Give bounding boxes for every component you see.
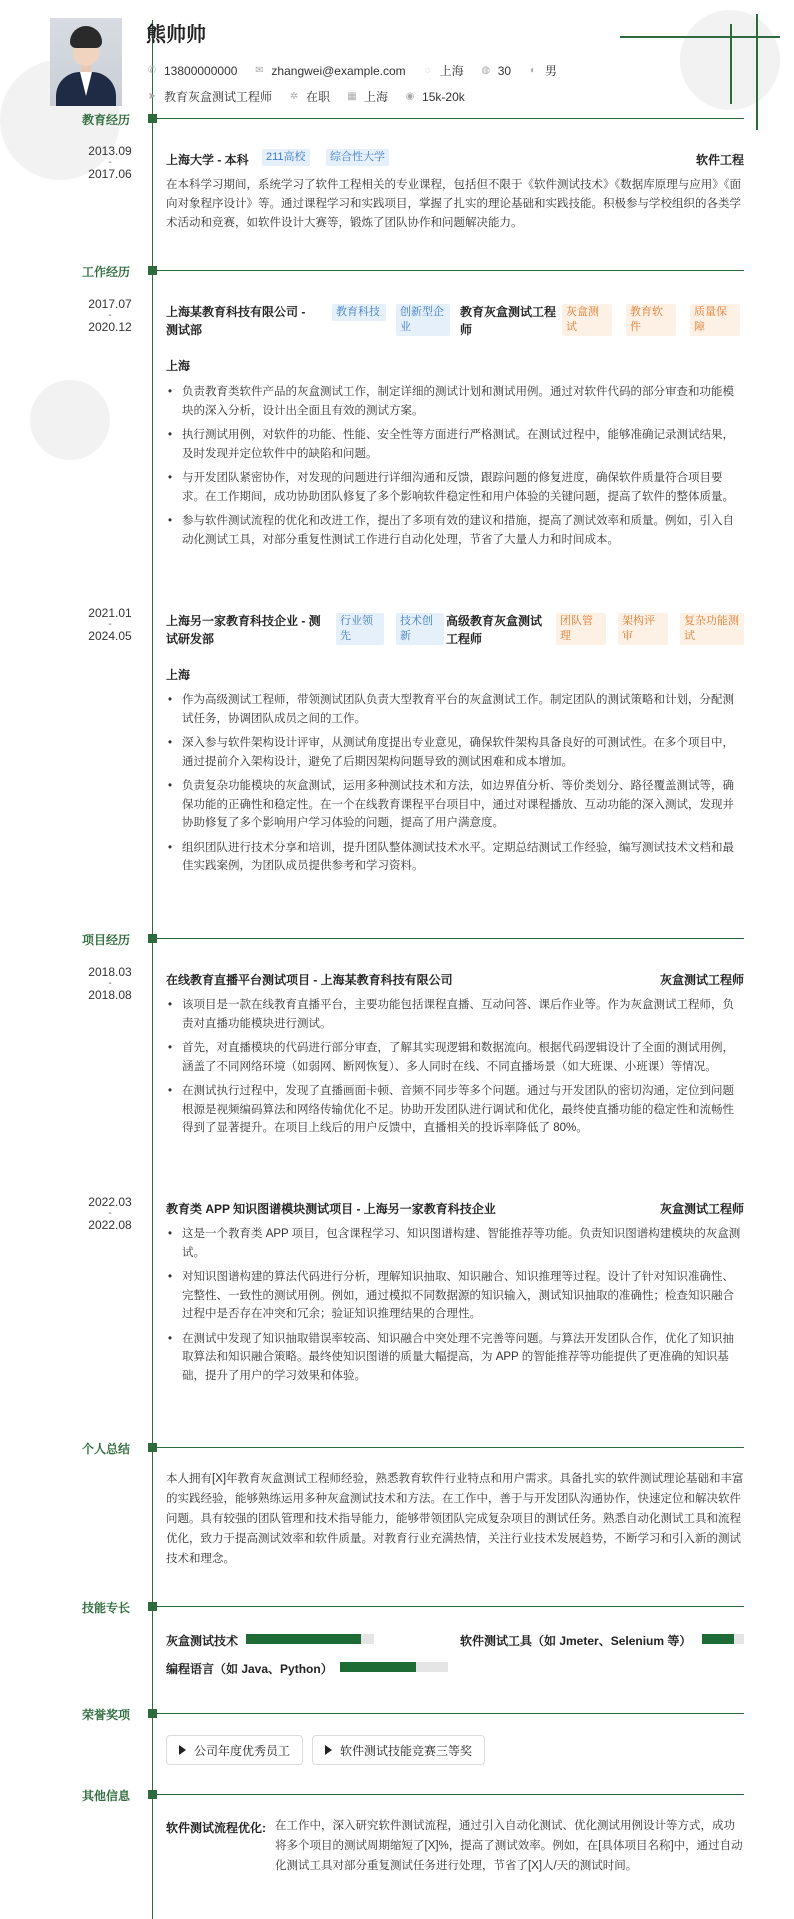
project-role: 灰盒测试工程师 bbox=[659, 1202, 744, 1216]
building-icon: ▦ bbox=[347, 90, 357, 102]
education-tag: 211高校 bbox=[262, 149, 310, 166]
job-title: 教育灰盒测试工程师 bbox=[460, 305, 557, 337]
skill-bar-fill bbox=[702, 1634, 734, 1644]
date-start: 2013.09 bbox=[88, 144, 132, 158]
work-location: 上海 bbox=[166, 359, 191, 373]
work-date: 2021.01 - 2024.05 bbox=[88, 606, 132, 643]
play-icon bbox=[325, 1745, 332, 1755]
skill-tag: 团队管理 bbox=[556, 613, 606, 645]
list-item: • 执行测试用例，对软件的功能、性能、安全性等方面进行严格测试。在测试过程中，能够准确记录测试结果，及时发现并定位软件中的缺陷和问题。 bbox=[166, 426, 744, 463]
company-name: 上海某教育科技有限公司 - 测试部 bbox=[166, 305, 306, 337]
section-marker bbox=[148, 934, 157, 943]
section-summary bbox=[0, 1440, 794, 1456]
list-item: • 这是一个教育类 APP 项目，包含课程学习、知识图谱构建、智能推荐等功能。负责知识图谱构建模块的灰盒测试。 bbox=[166, 1225, 744, 1262]
project-details bbox=[166, 1225, 744, 1391]
skill-tag: 灰盒测试 bbox=[562, 304, 612, 336]
project-date: 2022.03 - 2022.08 bbox=[88, 1195, 132, 1232]
salary-icon: ◉ bbox=[405, 90, 415, 102]
target-role: 教育灰盒测试工程师 bbox=[164, 90, 273, 104]
section-marker bbox=[148, 1709, 157, 1718]
skill-bar bbox=[246, 1634, 374, 1644]
list-item: • 首先，对直播模块的代码进行部分审查，了解其实现逻辑和数据流向。根据代码逻辑设计了全面的测试用例，涵盖了不同网络环境（如弱网、断网恢复）、多人同时在线、不同直播场景（如大班课、小班课）等情况。 bbox=[166, 1039, 744, 1076]
section-divider bbox=[157, 270, 744, 271]
section-skills bbox=[0, 1599, 794, 1615]
play-icon bbox=[179, 1745, 186, 1755]
skill-label: 软件测试工具（如 Jmeter、Selenium 等） bbox=[460, 1634, 692, 1648]
phone-number: 13800000000 bbox=[164, 63, 238, 78]
list-item: • 该项目是一款在线教育直播平台，主要功能包括课程直播、互动问答、课后作业等。作为灰盒测试工程师，负责对直播功能模块进行测试。 bbox=[166, 996, 744, 1033]
list-item: • 组织团队进行技术分享和培训，提升团队整体测试技术水平。定期总结测试工作经验，编写测试技术文档和最佳实践案例，为团队成员提供参考和学习资料。 bbox=[166, 839, 744, 876]
mail-icon: ✉ bbox=[255, 64, 264, 76]
company-tag: 教育科技 bbox=[332, 304, 386, 321]
section-work bbox=[0, 263, 794, 279]
section-title: 项目经历 bbox=[82, 933, 131, 947]
award-label: 公司年度优秀员工 bbox=[194, 1743, 291, 1758]
location-icon: ◌ bbox=[424, 64, 431, 76]
section-divider bbox=[157, 118, 744, 119]
skill-bar-fill bbox=[246, 1634, 361, 1644]
section-divider bbox=[157, 1713, 744, 1714]
candidate-name: 熊帅帅 bbox=[146, 24, 206, 46]
date-end: 2017.06 bbox=[88, 167, 132, 181]
target-city: 上海 bbox=[364, 90, 389, 104]
skill-tag: 教育软件 bbox=[626, 304, 676, 336]
date-start: 2022.03 bbox=[88, 1195, 132, 1209]
section-title: 其他信息 bbox=[82, 1789, 131, 1803]
work-location: 上海 bbox=[166, 668, 191, 682]
skill-tag: 复杂功能测试 bbox=[680, 613, 744, 645]
send-icon: ➤ bbox=[147, 90, 157, 102]
section-title: 教育经历 bbox=[82, 113, 131, 127]
other-text: 在工作中，深入研究软件测试流程，通过引入自动化测试、优化测试用例设计等方式，成功将多个项目的测试周期缩短了[X]%，提高了测试效率。例如，在[具体项目名称]中，通过自动化测试工具对部分重复测试任务进行处理，节省了[X]人/天的测试时间。 bbox=[275, 1820, 743, 1872]
section-divider bbox=[157, 938, 744, 939]
major: 软件工程 bbox=[695, 153, 744, 167]
education-date: 2013.09 - 2017.06 bbox=[88, 144, 132, 181]
city: 上海 bbox=[439, 64, 464, 78]
date-end: 2020.12 bbox=[88, 320, 132, 334]
age: 30 bbox=[497, 63, 512, 78]
skill-bar bbox=[340, 1662, 448, 1672]
list-item: • 负责复杂功能模块的灰盒测试，运用多种测试技术和方法，如边界值分析、等价类划分、路径覆盖测试等，确保功能的正确性和稳定性。在一个在线教育课程平台项目中，通过对课程播放、互动功能的深入测试，发现并协助修复了多个影响用户学习体验的问题，提高了用户满意度。 bbox=[166, 777, 744, 833]
section-other bbox=[0, 1787, 794, 1803]
section-marker bbox=[148, 266, 157, 275]
summary-text: 本人拥有[X]年教育灰盒测试工程师经验，熟悉教育软件行业特点和用户需求。具备扎实的软件测试理论基础和丰富的实践经验，能够熟练运用多种灰盒测试技术和方法。在工作中，善于与开发团队沟通协作，快速定位和解决软件问题。具有较强的团队管理和技术指导能力，能够带领团队完成复杂项目的测试任务。熟悉自动化测试工具和流程优化，致力于提高测试效率和软件质量。对教育行业充满热情，关注行业技术发展趋势，不断学习和引入新的测试技术和理念。 bbox=[166, 1473, 744, 1565]
skill-label: 编程语言（如 Java、Python） bbox=[166, 1662, 333, 1676]
status-icon: ✲ bbox=[289, 90, 299, 102]
skill-tag: 质量保障 bbox=[690, 304, 740, 336]
section-title: 技能专长 bbox=[82, 1601, 131, 1615]
section-divider bbox=[157, 1447, 744, 1448]
project-details bbox=[166, 996, 744, 1144]
job-title: 高级教育灰盒测试工程师 bbox=[446, 614, 543, 646]
salary: 15k-20k bbox=[422, 89, 465, 104]
education-description: 在本科学习期间，系统学习了软件工程相关的专业课程，包括但不限于《软件测试技术》《数据库原理与应用》《面向对象程序设计》等。通过课程学习和实践项目，掌握了扎实的理论基础和实践技能。积极参与学校组织的各类学术活动和竞赛，如软件设计大赛等，锻炼了团队协作和问题解决能力。 bbox=[166, 179, 741, 229]
education-tag: 综合性大学 bbox=[326, 149, 389, 166]
award-item bbox=[166, 1735, 303, 1765]
section-projects bbox=[0, 931, 794, 947]
date-end: 2022.08 bbox=[88, 1218, 132, 1232]
list-item: • 对知识图谱构建的算法代码进行分析，理解知识抽取、知识融合、知识推理等过程。设计了针对知识准确性、完整性、一致性的测试用例。例如，通过模拟不同数据源的知识输入，测试知识抽取的准确性；检查知识融合过程中是否存在冲突和冗余；验证知识推理结果的合理性。 bbox=[166, 1268, 744, 1324]
list-item: • 参与软件测试流程的优化和改进工作，提出了多项有效的建议和措施，提高了测试效率和质量。例如，引入自动化测试工具，对部分重复性测试工作进行自动化处理，节省了大量人力和时间成本。 bbox=[166, 512, 744, 549]
section-divider bbox=[157, 1606, 744, 1607]
section-marker bbox=[148, 114, 157, 123]
date-end: 2024.05 bbox=[88, 629, 132, 643]
decor-line-right-2 bbox=[730, 24, 732, 104]
gender-icon: ◐ bbox=[530, 64, 537, 76]
work-duties bbox=[166, 691, 744, 882]
job-status: 在职 bbox=[306, 90, 331, 104]
section-marker bbox=[148, 1602, 157, 1611]
list-item: • 负责教育类软件产品的灰盒测试工作，制定详细的测试计划和测试用例。通过对软件代码的部分审查和功能模块的深入分析，设计出全面且有效的测试方案。 bbox=[166, 383, 744, 420]
project-title: 在线教育直播平台测试项目 - 上海某教育科技有限公司 bbox=[166, 973, 453, 987]
company-name: 上海另一家教育科技企业 - 测试研发部 bbox=[166, 614, 321, 646]
email-address: zhangwei@example.com bbox=[271, 63, 406, 78]
list-item: • 在测试执行过程中，发现了直播画面卡顿、音频不同步等多个问题。通过与开发团队的密切沟通，定位到问题根源是视频编码算法和网络传输优化不足。协助开发团队进行调试和优化，最终使直播功能的稳定性和流畅性得到了显著提升。在项目上线后的用户反馈中，直播相关的投诉率降低了 80%。 bbox=[166, 1082, 744, 1138]
date-end: 2018.08 bbox=[88, 988, 132, 1002]
skill-label: 灰盒测试技术 bbox=[166, 1634, 239, 1648]
timeline-axis bbox=[152, 20, 153, 1919]
section-title: 工作经历 bbox=[82, 265, 131, 279]
award-item bbox=[312, 1735, 485, 1765]
section-marker bbox=[148, 1790, 157, 1799]
gender: 男 bbox=[545, 64, 558, 78]
list-item: • 与开发团队紧密协作，对发现的问题进行详细沟通和反馈，跟踪问题的修复进度，确保软件质量符合项目要求。在工作期间，成功协助团队修复了多个影响软件稳定性和用户体验的关键问题，提高了软件的整体质量。 bbox=[166, 469, 744, 506]
section-education bbox=[0, 111, 794, 127]
date-start: 2017.07 bbox=[88, 297, 132, 311]
skill-bar-fill bbox=[340, 1662, 416, 1672]
job-intent-row bbox=[146, 88, 465, 105]
section-title: 个人总结 bbox=[82, 1442, 131, 1456]
company-tag: 创新型企业 bbox=[396, 304, 450, 336]
project-date: 2018.03 - 2018.08 bbox=[88, 965, 132, 1002]
section-marker bbox=[148, 1443, 157, 1452]
date-start: 2021.01 bbox=[88, 606, 132, 620]
list-item: • 作为高级测试工程师，带领测试团队负责大型教育平台的灰盒测试工作。制定团队的测试策略和计划，分配测试任务，协调团队成员之间的工作。 bbox=[166, 691, 744, 728]
list-item: • 深入参与软件架构设计评审，从测试角度提出专业意见，确保软件架构具备良好的可测试性。在多个项目中，通过提前介入架构设计，避免了后期因架构问题导致的测试困难和成本增加。 bbox=[166, 734, 744, 771]
decor-circle-mid-left bbox=[30, 380, 110, 460]
company-tag: 行业领先 bbox=[336, 613, 384, 645]
project-role: 灰盒测试工程师 bbox=[659, 973, 744, 987]
list-item: • 在测试中发现了知识抽取错误率较高、知识融合中突处理不完善等问题。与算法开发团队合作，优化了知识抽取算法和知识融合策略。最终使知识图谱的质量大幅提高，为 APP 的智能推荐等功能提供了更准确的知识基础，提升了用户的学习效果和体验。 bbox=[166, 1330, 744, 1386]
age-icon: ◍ bbox=[481, 64, 491, 76]
avatar bbox=[50, 18, 122, 106]
phone-icon: ✆ bbox=[147, 64, 157, 76]
skill-tag: 架构评审 bbox=[618, 613, 668, 645]
section-awards bbox=[0, 1706, 794, 1722]
skill-bar bbox=[702, 1634, 744, 1644]
section-title: 荣誉奖项 bbox=[82, 1708, 131, 1722]
date-start: 2018.03 bbox=[88, 965, 132, 979]
award-label: 软件测试技能竞赛三等奖 bbox=[340, 1743, 473, 1758]
company-tag: 技术创新 bbox=[396, 613, 444, 645]
project-title: 教育类 APP 知识图谱模块测试项目 - 上海另一家教育科技企业 bbox=[166, 1202, 496, 1216]
other-label: 软件测试流程优化: bbox=[166, 1821, 266, 1835]
school-name: 上海大学 - 本科 bbox=[166, 153, 249, 167]
section-divider bbox=[157, 1794, 744, 1795]
work-duties bbox=[166, 383, 744, 555]
work-date: 2017.07 - 2020.12 bbox=[88, 297, 132, 334]
contact-row bbox=[146, 62, 557, 79]
